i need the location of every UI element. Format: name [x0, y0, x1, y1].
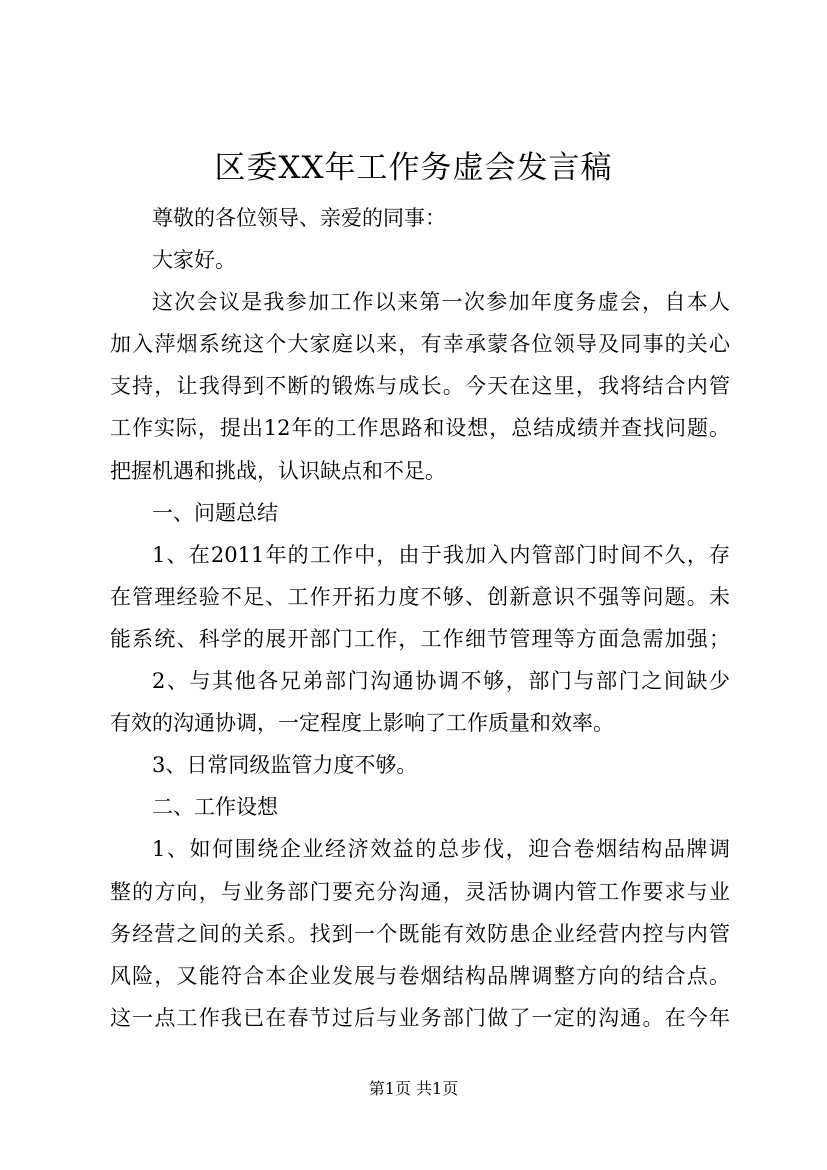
text-line: 尊敬的各位领导、亲爱的同事： — [152, 206, 446, 230]
text-line: 能系统、科学的展开部门工作，工作细节管理等方面急需加强； — [110, 626, 730, 651]
text-line: 在管理经验不足、工作开拓力度不够、创新意识不强等问题。未 — [110, 584, 730, 609]
text-line: 工作实际，提出12年的工作思路和设想，总结成绩并查找问题。 — [110, 416, 730, 441]
text-line: 整的方向，与业务部门要充分沟通，灵活协调内管工作要求与业 — [110, 879, 730, 904]
text-line: 有效的沟通协调，一定程度上影响了工作质量和效率。 — [110, 711, 614, 736]
text-line: 大家好。 — [152, 248, 236, 273]
text-line: 务经营之间的关系。找到一个既能有效防患企业经营内控与内管 — [110, 921, 730, 946]
text-line: 把握机遇和挑战，认识缺点和不足。 — [110, 458, 446, 483]
text-line: 1、如何围绕企业经济效益的总步伐，迎合卷烟结构品牌调 — [152, 837, 730, 862]
document-body — [110, 197, 730, 1039]
text-line: 3、日常同级监管力度不够。 — [152, 753, 418, 778]
text-line: 1、在2011年的工作中，由于我加入内管部门时间不久，存 — [152, 542, 730, 567]
text-line: 支持，让我得到不断的锻炼与成长。今天在这里，我将结合内管 — [110, 374, 730, 399]
text-line: 2、与其他各兄弟部门沟通协调不够，部门与部门之间缺少 — [152, 669, 730, 694]
text-line: 这次会议是我参加工作以来第一次参加年度务虚会，自本人 — [152, 290, 730, 315]
text-line: 风险，又能符合本企业发展与卷烟结构品牌调整方向的结合点。 — [110, 963, 730, 988]
document-title: 区委XX年工作务虚会发言稿 — [214, 150, 613, 186]
text-line: 二、工作设想 — [152, 795, 278, 820]
page-footer: 第1页 共1页 — [368, 1079, 459, 1098]
text-line: 一、问题总结 — [152, 500, 278, 525]
text-line: 这一点工作我已在春节过后与业务部门做了一定的沟通。在今年 — [110, 1005, 730, 1030]
text-line: 加入萍烟系统这个大家庭以来，有幸承蒙各位领导及同事的关心 — [110, 332, 730, 357]
